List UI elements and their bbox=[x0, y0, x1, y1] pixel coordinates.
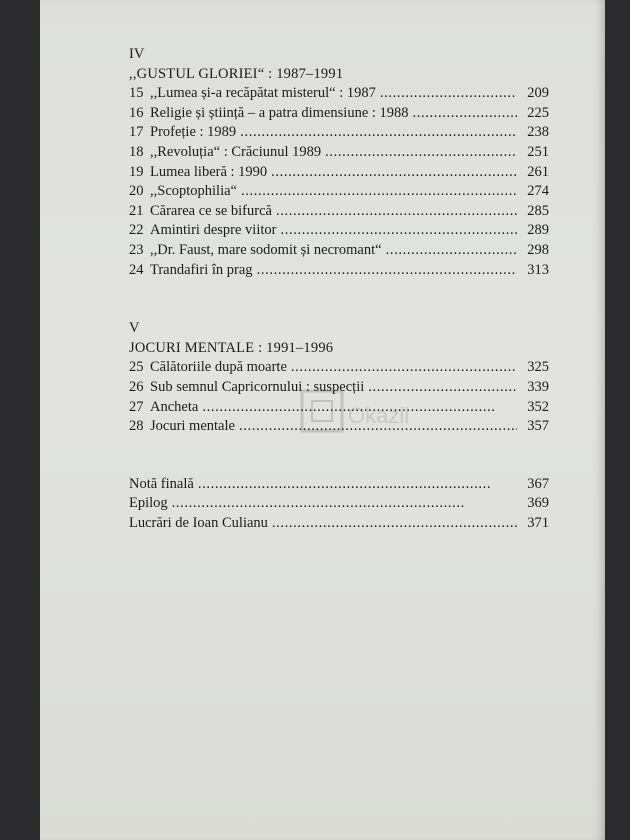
chapter-title: ,,Revoluția“ : Crăciunul 1989 bbox=[150, 143, 322, 160]
toc-entry bbox=[129, 163, 549, 183]
chapter-number: 27 bbox=[129, 398, 144, 415]
chapter-number: 19 bbox=[129, 163, 144, 180]
chapter-title: Cărarea ce se bifurcă bbox=[150, 202, 272, 219]
chapter-title: ,,Lumea și-a recăpătat misterul“ : 1987 bbox=[150, 85, 376, 102]
chapter-title: Lumea liberă : 1990 bbox=[150, 163, 268, 180]
chapter-title: ,,Scoptophilia“ bbox=[150, 183, 237, 200]
chapter-number: 18 bbox=[129, 143, 144, 160]
dot-leader bbox=[271, 163, 517, 183]
chapter-number: 15 bbox=[129, 85, 144, 102]
chapter-number: 17 bbox=[129, 124, 144, 141]
chapter-number: 25 bbox=[129, 359, 144, 376]
page-number: 371 bbox=[527, 514, 549, 531]
dot-leader bbox=[276, 202, 517, 222]
dot-leader bbox=[240, 123, 517, 143]
page-number: 369 bbox=[527, 495, 549, 512]
chapter-number: 16 bbox=[129, 104, 144, 121]
toc-entry bbox=[129, 143, 549, 163]
toc-entry bbox=[129, 378, 549, 398]
dot-leader bbox=[202, 398, 517, 418]
dot-leader bbox=[368, 378, 517, 398]
part-5-entries bbox=[129, 358, 549, 436]
page-number: 367 bbox=[527, 475, 549, 492]
page-number: 225 bbox=[527, 104, 549, 121]
toc-entry bbox=[129, 241, 549, 261]
chapter-number: 23 bbox=[129, 241, 144, 258]
chapter-number: 26 bbox=[129, 378, 144, 395]
dot-leader bbox=[241, 182, 517, 202]
part-4-entries bbox=[129, 84, 549, 280]
chapter-title: ,,Dr. Faust, mare sodomit și necromant“ bbox=[150, 241, 382, 258]
page-number: 298 bbox=[527, 241, 549, 258]
dot-leader bbox=[257, 261, 517, 281]
part-4-heading: ,,GUSTUL GLORIEI“ : 1987–1991 bbox=[129, 65, 344, 82]
chapter-title: Lucrări de Ioan Culianu bbox=[129, 514, 268, 531]
dot-leader bbox=[239, 417, 517, 437]
chapter-number: 21 bbox=[129, 202, 144, 219]
page-number: 209 bbox=[527, 85, 549, 102]
dot-leader bbox=[325, 143, 517, 163]
toc-entry bbox=[129, 84, 549, 104]
chapter-title: Amintiri despre viitor bbox=[150, 222, 277, 239]
toc-entry bbox=[129, 514, 549, 534]
page-number: 352 bbox=[527, 398, 549, 415]
dot-leader bbox=[386, 241, 517, 261]
page-number: 325 bbox=[527, 359, 549, 376]
part-5-heading: JOCURI MENTALE : 1991–1996 bbox=[129, 339, 334, 356]
chapter-number: 22 bbox=[129, 222, 144, 239]
toc-entry bbox=[129, 398, 549, 418]
page-number: 261 bbox=[527, 163, 549, 180]
page-number: 289 bbox=[527, 222, 549, 239]
chapter-title: Trandafiri în prag bbox=[150, 261, 253, 278]
toc-entry bbox=[129, 104, 549, 124]
page-number: 274 bbox=[527, 183, 549, 200]
chapter-title: Ancheta bbox=[150, 398, 199, 415]
chapter-title: Epilog bbox=[129, 495, 168, 512]
toc-entry bbox=[129, 182, 549, 202]
part-5-numeral: V bbox=[129, 320, 140, 337]
table-of-contents bbox=[129, 45, 549, 533]
chapter-title: Jocuri mentale bbox=[150, 418, 235, 435]
toc-entry bbox=[129, 261, 549, 281]
dot-leader bbox=[291, 358, 517, 378]
back-matter-entries bbox=[129, 475, 549, 534]
chapter-title: Călătoriile după moarte bbox=[150, 359, 287, 376]
page-number: 339 bbox=[527, 378, 549, 395]
dot-leader bbox=[413, 104, 517, 124]
chapter-number: 24 bbox=[129, 261, 144, 278]
toc-entry bbox=[129, 123, 549, 143]
part-4-numeral: IV bbox=[129, 46, 145, 62]
chapter-title: Notă finală bbox=[129, 475, 194, 492]
dot-leader bbox=[280, 221, 517, 241]
chapter-number: 20 bbox=[129, 183, 144, 200]
toc-entry bbox=[129, 475, 549, 495]
book-page bbox=[40, 0, 605, 840]
page-number: 313 bbox=[527, 261, 549, 278]
chapter-title: Sub semnul Capricornului : suspecții bbox=[150, 378, 365, 395]
toc-entry bbox=[129, 417, 549, 437]
page-number: 251 bbox=[527, 143, 549, 160]
toc-entry bbox=[129, 221, 549, 241]
dot-leader bbox=[198, 475, 517, 495]
chapter-title: Religie și știință – a patra dimensiune : 1988 bbox=[150, 104, 409, 121]
page-number: 357 bbox=[527, 418, 549, 435]
toc-entry bbox=[129, 494, 549, 514]
toc-entry bbox=[129, 358, 549, 378]
page-number: 238 bbox=[527, 124, 549, 141]
dot-leader bbox=[272, 514, 517, 534]
dot-leader bbox=[380, 84, 517, 104]
page-number: 285 bbox=[527, 202, 549, 219]
dot-leader bbox=[172, 494, 517, 514]
watermark-text: Okazii bbox=[348, 403, 410, 428]
chapter-number: 28 bbox=[129, 418, 144, 435]
chapter-title: Profeție : 1989 bbox=[150, 124, 237, 141]
toc-entry bbox=[129, 202, 549, 222]
